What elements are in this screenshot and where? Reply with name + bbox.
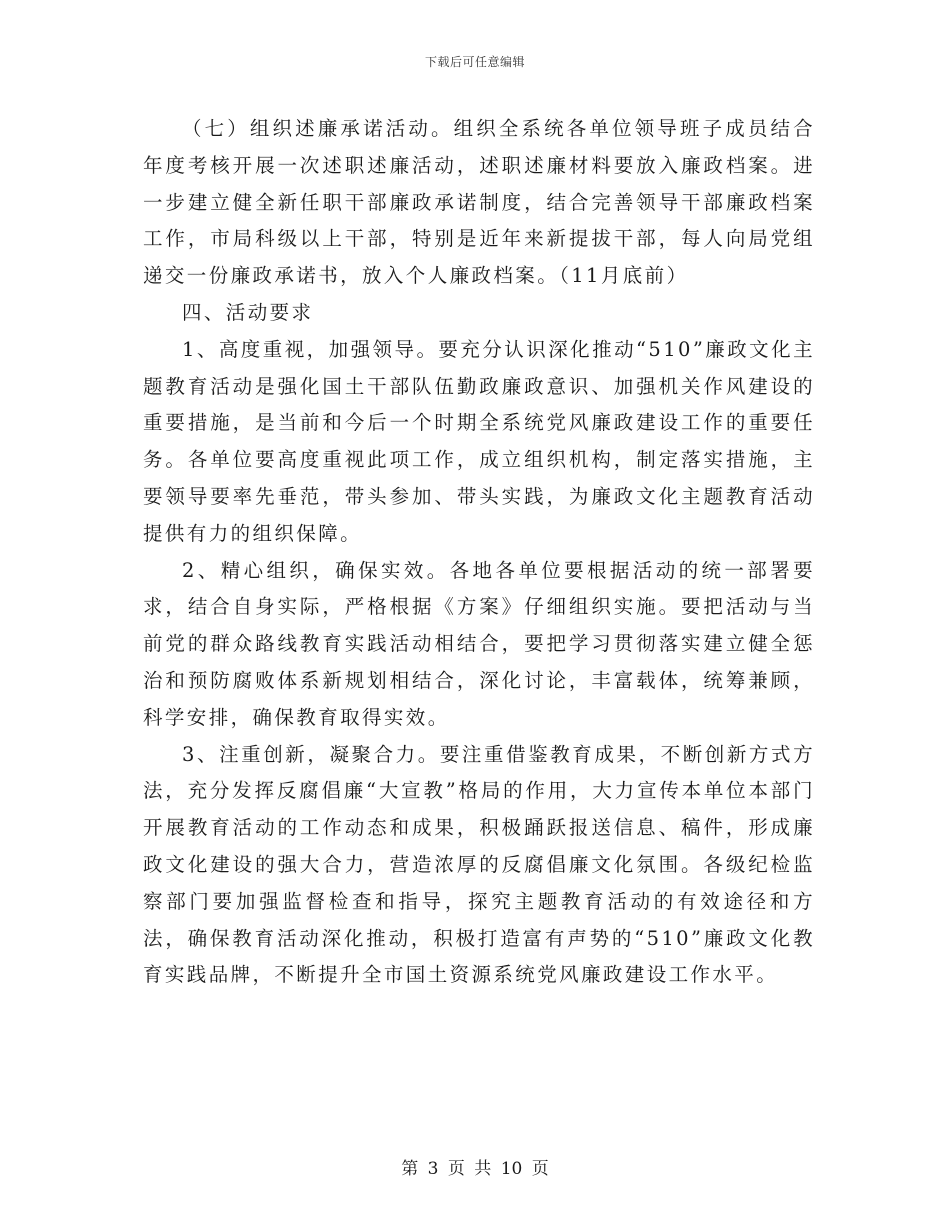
section-heading-activity-requirements: 四、活动要求 xyxy=(182,300,314,324)
page-label-prefix: 第 xyxy=(401,1159,419,1179)
total-pages-number: 10 xyxy=(500,1159,523,1179)
header-note: 下载后可任意编辑 xyxy=(424,55,525,69)
paragraph-requirement-2: 2、精心组织，确保实效。各地各单位要根据活动的统一部署要求，结合自身实际，严格根据《方案》仔细组织实施。要把活动与当前党的群众路线教育实践活动相结合，要把学习贯彻落实建立健全惩治和预防腐败体系新规划相结合，深化讨论，丰富载体，统筹兼顾，科学安排，确保教育取得实效。 xyxy=(143,558,815,729)
current-page-number: 3 xyxy=(427,1159,439,1179)
page-footer xyxy=(0,1154,950,1179)
paragraph-requirement-3: 3、注重创新，凝聚合力。要注重借鉴教育成果，不断创新方式方法，充分发挥反腐倡廉“大宣教”格局的作用，大力宣传本单位本部门开展教育活动的工作动态和成果，积极踊跃报送信息、稿件，形成廉政文化建设的强大合力，营造浓厚的反腐倡廉文化氛围。各级纪检监察部门要加强监督检查和指导，探究主题教育活动的有效途径和方法，确保教育活动深化推动，积极打造富有声势的“510”廉政文化教育实践品牌，不断提升全市国土资源系统党风廉政建设工作水平。 xyxy=(143,742,815,987)
page-label-suffix: 页 xyxy=(531,1159,549,1179)
total-label: 共 xyxy=(474,1159,492,1179)
paragraph-section-7: （七）组织述廉承诺活动。组织全系统各单位领导班子成员结合年度考核开展一次述职述廉活动，述职述廉材料要放入廉政档案。进一步建立健全新任职干部廉政承诺制度，结合完善领导干部廉政档案工作，市局科级以上干部，特别是近年来新提拔干部，每人向局党组递交一份廉政承诺书，放入个人廉政档案。（11月底前） xyxy=(143,117,815,288)
page-label-mid: 页 xyxy=(447,1159,465,1179)
document-body xyxy=(143,111,815,994)
paragraph-requirement-1: 1、高度重视，加强领导。要充分认识深化推动“510”廉政文化主题教育活动是强化国土干部队伍勤政廉政意识、加强机关作风建设的重要措施，是当前和今后一个时期全系统党风廉政建设工作的重要任务。各单位要高度重视此项工作，成立组织机构，制定落实措施，主要领导要率先垂范，带头参加、带头实践，为廉政文化主题教育活动提供有力的组织保障。 xyxy=(143,337,815,545)
